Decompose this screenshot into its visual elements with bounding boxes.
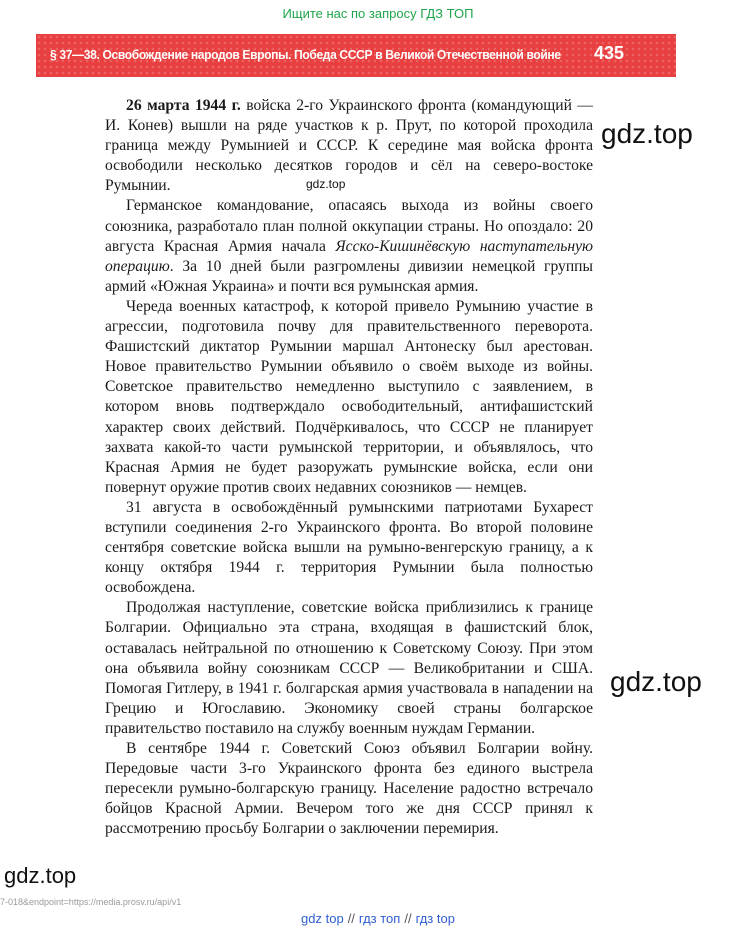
paragraph-text: Германское командование, опасаясь выхода из войны своего союзника, разработало план полной оккупации страны. Но опоздало: 20 августа Красная Армия начала — [105, 197, 593, 255]
section-header — [36, 34, 676, 77]
top-search-banner[interactable]: Ищите нас по запросу ГДЗ ТОП — [282, 6, 474, 21]
paragraph-3: Череда военных катастроф, к которой привело Румынию участие в агрессии, подготовила почву для правительственного переворота. Фашистский диктатор Румынии маршал Антонеску был арестован. Новое правительство Румынии объявило о своём выходе из войны. Советское правительство немедленно выступило с заявлением, в котором вновь подтверждало освободительный, антифашистский характер своих действий. Подчёркивалось, что СССР не планирует захвата какой-то части румынской территории, и объявлялось, что Красная Армия не будет разоружать румынские войска, если они повернут оружие против своих недавних союзников — немцев. — [105, 297, 593, 496]
page-number: 435 — [593, 43, 624, 63]
footer-link-gdz-top[interactable]: gdz top — [301, 911, 344, 926]
footer-separator: // — [347, 911, 355, 926]
paragraph-text: . За 10 дней были разгромлены дивизии немецкой группы армий «Южная Украина» и почти вся румынская армия. — [105, 257, 593, 295]
watermark-gdz-top: gdz.top — [601, 118, 693, 149]
source-url-fragment: 7-018&endpoint=https://media.prosv.ru/api/v1 — [0, 897, 182, 907]
textbook-body — [105, 96, 593, 839]
paragraph-5: Продолжая наступление, советские войска приблизились к границе Болгарии. Официально эта страна, входящая в фашистский блок, оставалась нейтральной по отношению к Советскому Союзу. При этом она объявила войну союзникам СССР — Великобритании и США. Помогая Гитлеру, в 1941 г. болгарская армия участвовала в нападении на Грецию и Югославию. Экономику своей страны болгарское правительство поставило на службу военным нуждам Германии. — [105, 599, 593, 737]
paragraph-text: войска 2-го Украинского фронта (командующий — И. Конев) вышли на ряде участков к р. Прут, по которой проходила граница между Румынией и СССР. К середине мая войска фронта освободили несколько десятков городов и сёл на северо-востоке Румынии. — [105, 97, 594, 195]
operation-name: Ясско-Кишинёвскую наступательную операцию — [105, 237, 593, 275]
section-title: § 37—38. Освобождение народов Европы. Победа СССР в Великой Отечественной войне — [50, 47, 561, 62]
paragraph-1 — [105, 96, 593, 196]
paragraph-4: 31 августа в освобождённый румынскими патриотами Бухарест вступили соединения 2-го Украинского фронта. Во второй половине сентября советские войска вышли на румыно-венгерскую границу, а к концу октября 1944 г. территория Румынии была полностью освобождена. — [105, 498, 593, 597]
footer-link-gdz-top-ru[interactable]: гдз топ — [358, 911, 401, 926]
footer-links — [0, 911, 756, 926]
footer-separator: // — [404, 911, 412, 926]
watermark-gdz-top: gdz.top — [610, 666, 702, 697]
date-lead: 26 марта 1944 г. — [126, 97, 241, 114]
watermark-gdz-top: gdz.top — [4, 863, 77, 888]
paragraph-2 — [105, 196, 593, 296]
paragraph-6: В сентябре 1944 г. Советский Союз объявил Болгарии войну. Передовые части 3-го Украинского фронта без единого выстрела пересекли румыно-болгарскую границу. Население радостно встречало бойцов Красной Армии. Вечером того же дня СССР принял к рассмотрению просьбу Болгарии о заключении перемирия. — [105, 740, 593, 838]
watermark-gdz-top-small: gdz.top — [306, 177, 346, 191]
footer-link-gdz-top-mixed[interactable]: гдз top — [415, 911, 455, 926]
